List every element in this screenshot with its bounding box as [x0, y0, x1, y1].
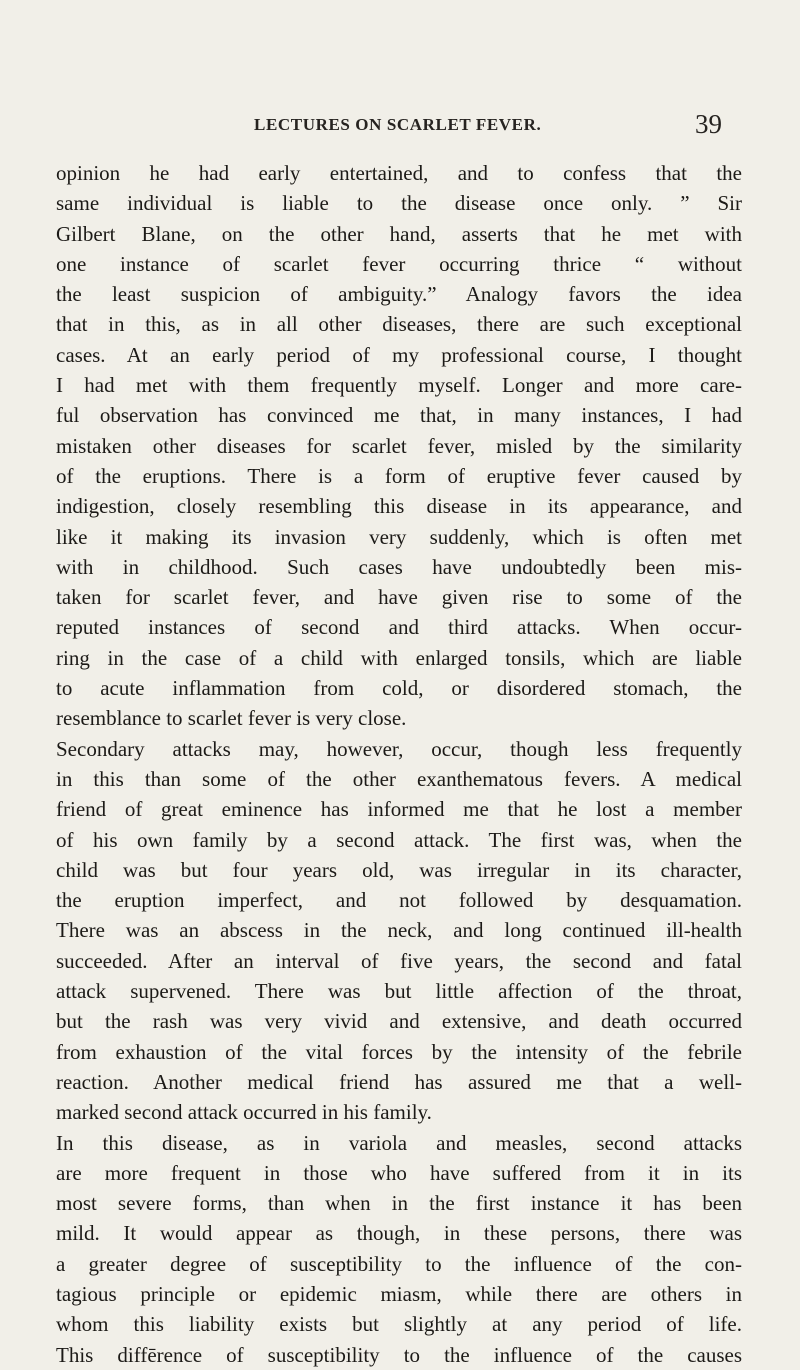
- text-line: friend of great eminence has informed me that he lost a member: [56, 797, 742, 822]
- text-line: a greater degree of susceptibility to the influence of the con-: [56, 1251, 742, 1276]
- text-line: I had met with them frequently myself. Longer and more care-: [56, 373, 742, 398]
- text-line: whom this liability exists but slightly at any period of life.: [56, 1312, 742, 1337]
- text-line: cases. At an early period of my professional course, I thought: [56, 342, 742, 367]
- text-line: same individual is liable to the disease once only. ” Sir: [56, 191, 742, 216]
- text-line: succeeded. After an interval of five years, the second and fatal: [56, 948, 742, 973]
- text-line: from exhaustion of the vital forces by the intensity of the febrile: [56, 1039, 742, 1064]
- text-line: one instance of scarlet fever occurring thrice “ without: [56, 251, 742, 276]
- text-line: indigestion, closely resembling this disease in its appearance, and: [56, 494, 742, 519]
- text-line: There was an abscess in the neck, and long continued ill-health: [56, 918, 742, 943]
- text-line: ful observation has convinced me that, in many instances, I had: [56, 403, 742, 428]
- text-line: of the eruptions. There is a form of eruptive fever caused by: [56, 463, 742, 488]
- text-line: in this than some of the other exanthematous fevers. A medical: [56, 766, 742, 791]
- text-line: mild. It would appear as though, in these persons, there was: [56, 1221, 742, 1246]
- paragraph-1: [56, 158, 742, 734]
- text-line: attack supervened. There was but little affection of the throat,: [56, 979, 742, 1004]
- paragraph-3: [56, 1128, 742, 1370]
- page-number: 39: [695, 109, 722, 139]
- text-line: resemblance to scarlet fever is very close.: [56, 706, 407, 731]
- text-line: Gilbert Blane, on the other hand, asserts that he met with: [56, 221, 742, 246]
- text-line: with in childhood. Such cases have undoubtedly been mis-: [56, 554, 742, 579]
- text-line: taken for scarlet fever, and have given rise to some of the: [56, 585, 742, 610]
- paragraph-2: [56, 734, 742, 1128]
- text-line: child was but four years old, was irregular in its character,: [56, 857, 742, 882]
- text-line: to acute inflammation from cold, or disordered stomach, the: [56, 676, 742, 701]
- text-line: marked second attack occurred in his family.: [56, 1100, 432, 1125]
- text-line: the eruption imperfect, and not followed by desquamation.: [56, 888, 742, 913]
- body-text: [56, 158, 742, 1370]
- text-line: reputed instances of second and third attacks. When occur-: [56, 615, 742, 640]
- text-line: but the rash was very vivid and extensive, and death occurred: [56, 1009, 742, 1034]
- text-line: are more frequent in those who have suffered from it in its: [56, 1160, 742, 1185]
- text-line: reaction. Another medical friend has assured me that a well-: [56, 1069, 742, 1094]
- running-title: LECTURES ON SCARLET FEVER.: [254, 115, 542, 134]
- text-line: mistaken other diseases for scarlet fever, misled by the similarity: [56, 433, 742, 458]
- text-line: most severe forms, than when in the first instance it has been: [56, 1191, 742, 1216]
- text-line: that in this, as in all other diseases, there are such exceptional: [56, 312, 742, 337]
- text-line: In this disease, as in variola and measles, second attacks: [56, 1130, 742, 1155]
- text-line: tagious principle or epidemic miasm, while there are others in: [56, 1281, 742, 1306]
- running-head: [0, 111, 800, 141]
- text-line: the least suspicion of ambiguity.” Analogy favors the idea: [56, 282, 742, 307]
- text-line: This diffērence of susceptibility to the influence of the causes: [56, 1342, 742, 1367]
- text-line: Secondary attacks may, however, occur, though less frequently: [56, 736, 742, 761]
- text-line: like it making its invasion very suddenly, which is often met: [56, 524, 742, 549]
- text-line: opinion he had early entertained, and to confess that the: [56, 161, 742, 185]
- text-line: of his own family by a second attack. The first was, when the: [56, 827, 742, 852]
- text-line: ring in the case of a child with enlarged tonsils, which are liable: [56, 645, 742, 670]
